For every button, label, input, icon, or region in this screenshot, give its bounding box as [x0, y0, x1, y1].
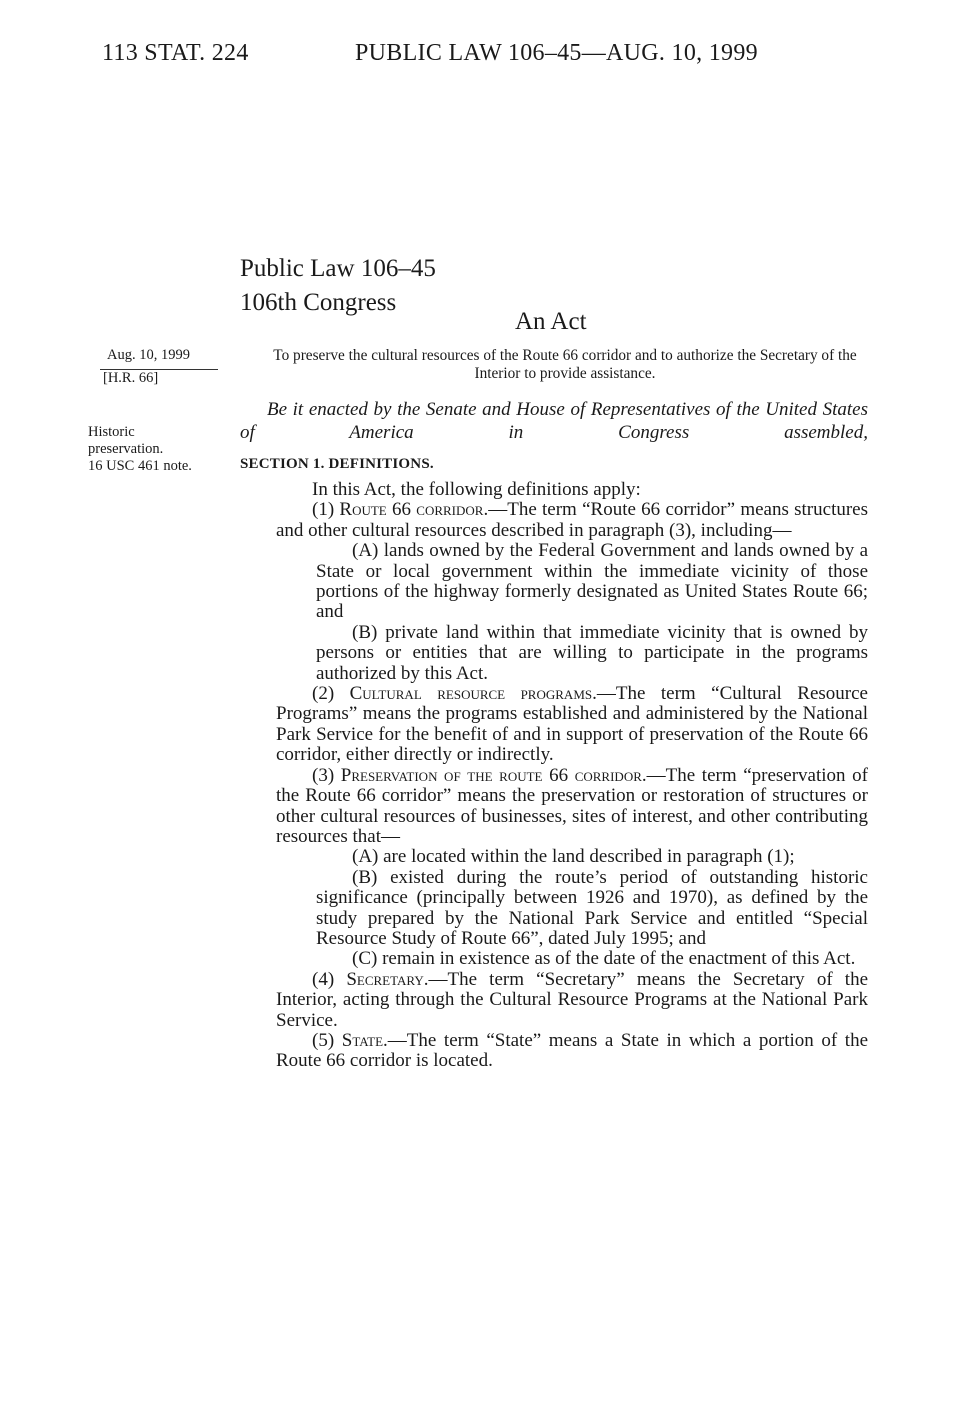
- margin-topic-line1: Historic: [88, 424, 135, 440]
- definition-number: (3): [312, 764, 335, 786]
- margin-usc-citation: 16 USC 461 note.: [88, 458, 192, 474]
- definition-term: Cultural resource programs.: [349, 683, 597, 705]
- definition-1-subparagraph-b: (B) private land within that immediate vicinity that is owned by persons or entities that are willing to participate in the programs authorized by this Act.: [316, 621, 868, 684]
- definition-text: —The term “Route 66 corridor” means structures and other cultural resources described in paragraph (3), including—: [276, 499, 868, 541]
- definition-number: (1): [312, 499, 335, 521]
- definition-1: [276, 500, 868, 541]
- definition-3-subparagraph-b: (B) existed during the route’s period of outstanding historic significance (principally between 1926 and 1970), as defined by the study prepared by the National Park Service and entitled “Special Resource Study of Route 66”, dated July 1995; and: [316, 866, 868, 949]
- an-act-heading: An Act: [515, 308, 587, 335]
- definition-number: (2): [312, 683, 335, 705]
- section-body: [276, 480, 868, 1072]
- definition-term: Route 66 corridor.: [339, 499, 489, 521]
- running-head-stat-page: 113 STAT. 224: [102, 40, 249, 66]
- definition-text: —The term “Secretary” means the Secretary of the Interior, acting through the Cultural Resource Programs at the National Park Service.: [276, 968, 869, 1031]
- definition-3: [276, 766, 868, 848]
- enacting-clause: Be it enacted by the Senate and House of Representatives of the United States of America in Congress assembled,: [240, 399, 868, 443]
- definition-term: State.: [341, 1029, 388, 1051]
- margin-bill-number: [H.R. 66]: [103, 370, 159, 386]
- margin-enactment-date: Aug. 10, 1999: [107, 347, 190, 363]
- act-purpose: To preserve the cultural resources of the Route 66 corridor and to authorize the Secretary of the Interior to provide assistance.: [273, 347, 857, 382]
- definition-term: Secretary.: [346, 968, 429, 990]
- definition-text: —The term “State” means a State in which a portion of the Route 66 corridor is located.: [276, 1029, 869, 1072]
- definition-3-subparagraph-c: (C) remain in existence as of the date of the enactment of this Act.: [352, 948, 856, 970]
- law-number: Public Law 106–45: [240, 255, 436, 282]
- definition-3-subparagraph-a: (A) are located within the land described in paragraph (1);: [352, 846, 795, 868]
- definition-text: —The term “preservation of the Route 66 corridor” means the preservation or restoration of structures or other cultural resources of businesses, sites of interest, and other contributing resources that—: [276, 764, 868, 847]
- margin-topic-line2: preservation.: [88, 441, 164, 457]
- definition-number: (5): [312, 1029, 335, 1051]
- definition-4: [276, 970, 868, 1031]
- margin-note: [88, 424, 192, 475]
- congress-number: 106th Congress: [240, 289, 397, 316]
- definition-number: (4): [312, 968, 335, 990]
- running-head-public-law: PUBLIC LAW 106–45—AUG. 10, 1999: [355, 40, 758, 66]
- definition-1-subparagraph-a: (A) lands owned by the Federal Government and lands owned by a State or local government within the immediate vicinity of those portions of the highway formerly designated as United States Route 66; and: [316, 540, 868, 623]
- definition-text: —The term “Cultural Resource Programs” means the programs established and administered by the National Park Service for the benefit of and in support of preservation of the Route 66 corridor, either directly or indirectly.: [276, 683, 868, 766]
- definition-5: [276, 1031, 868, 1072]
- law-title: [240, 252, 436, 320]
- definition-term: Preservation of the route 66 corridor.: [340, 764, 647, 786]
- definitions-intro: In this Act, the following definitions apply:: [312, 479, 641, 500]
- definition-2: [276, 684, 868, 766]
- section-heading: SECTION 1. DEFINITIONS.: [240, 456, 434, 472]
